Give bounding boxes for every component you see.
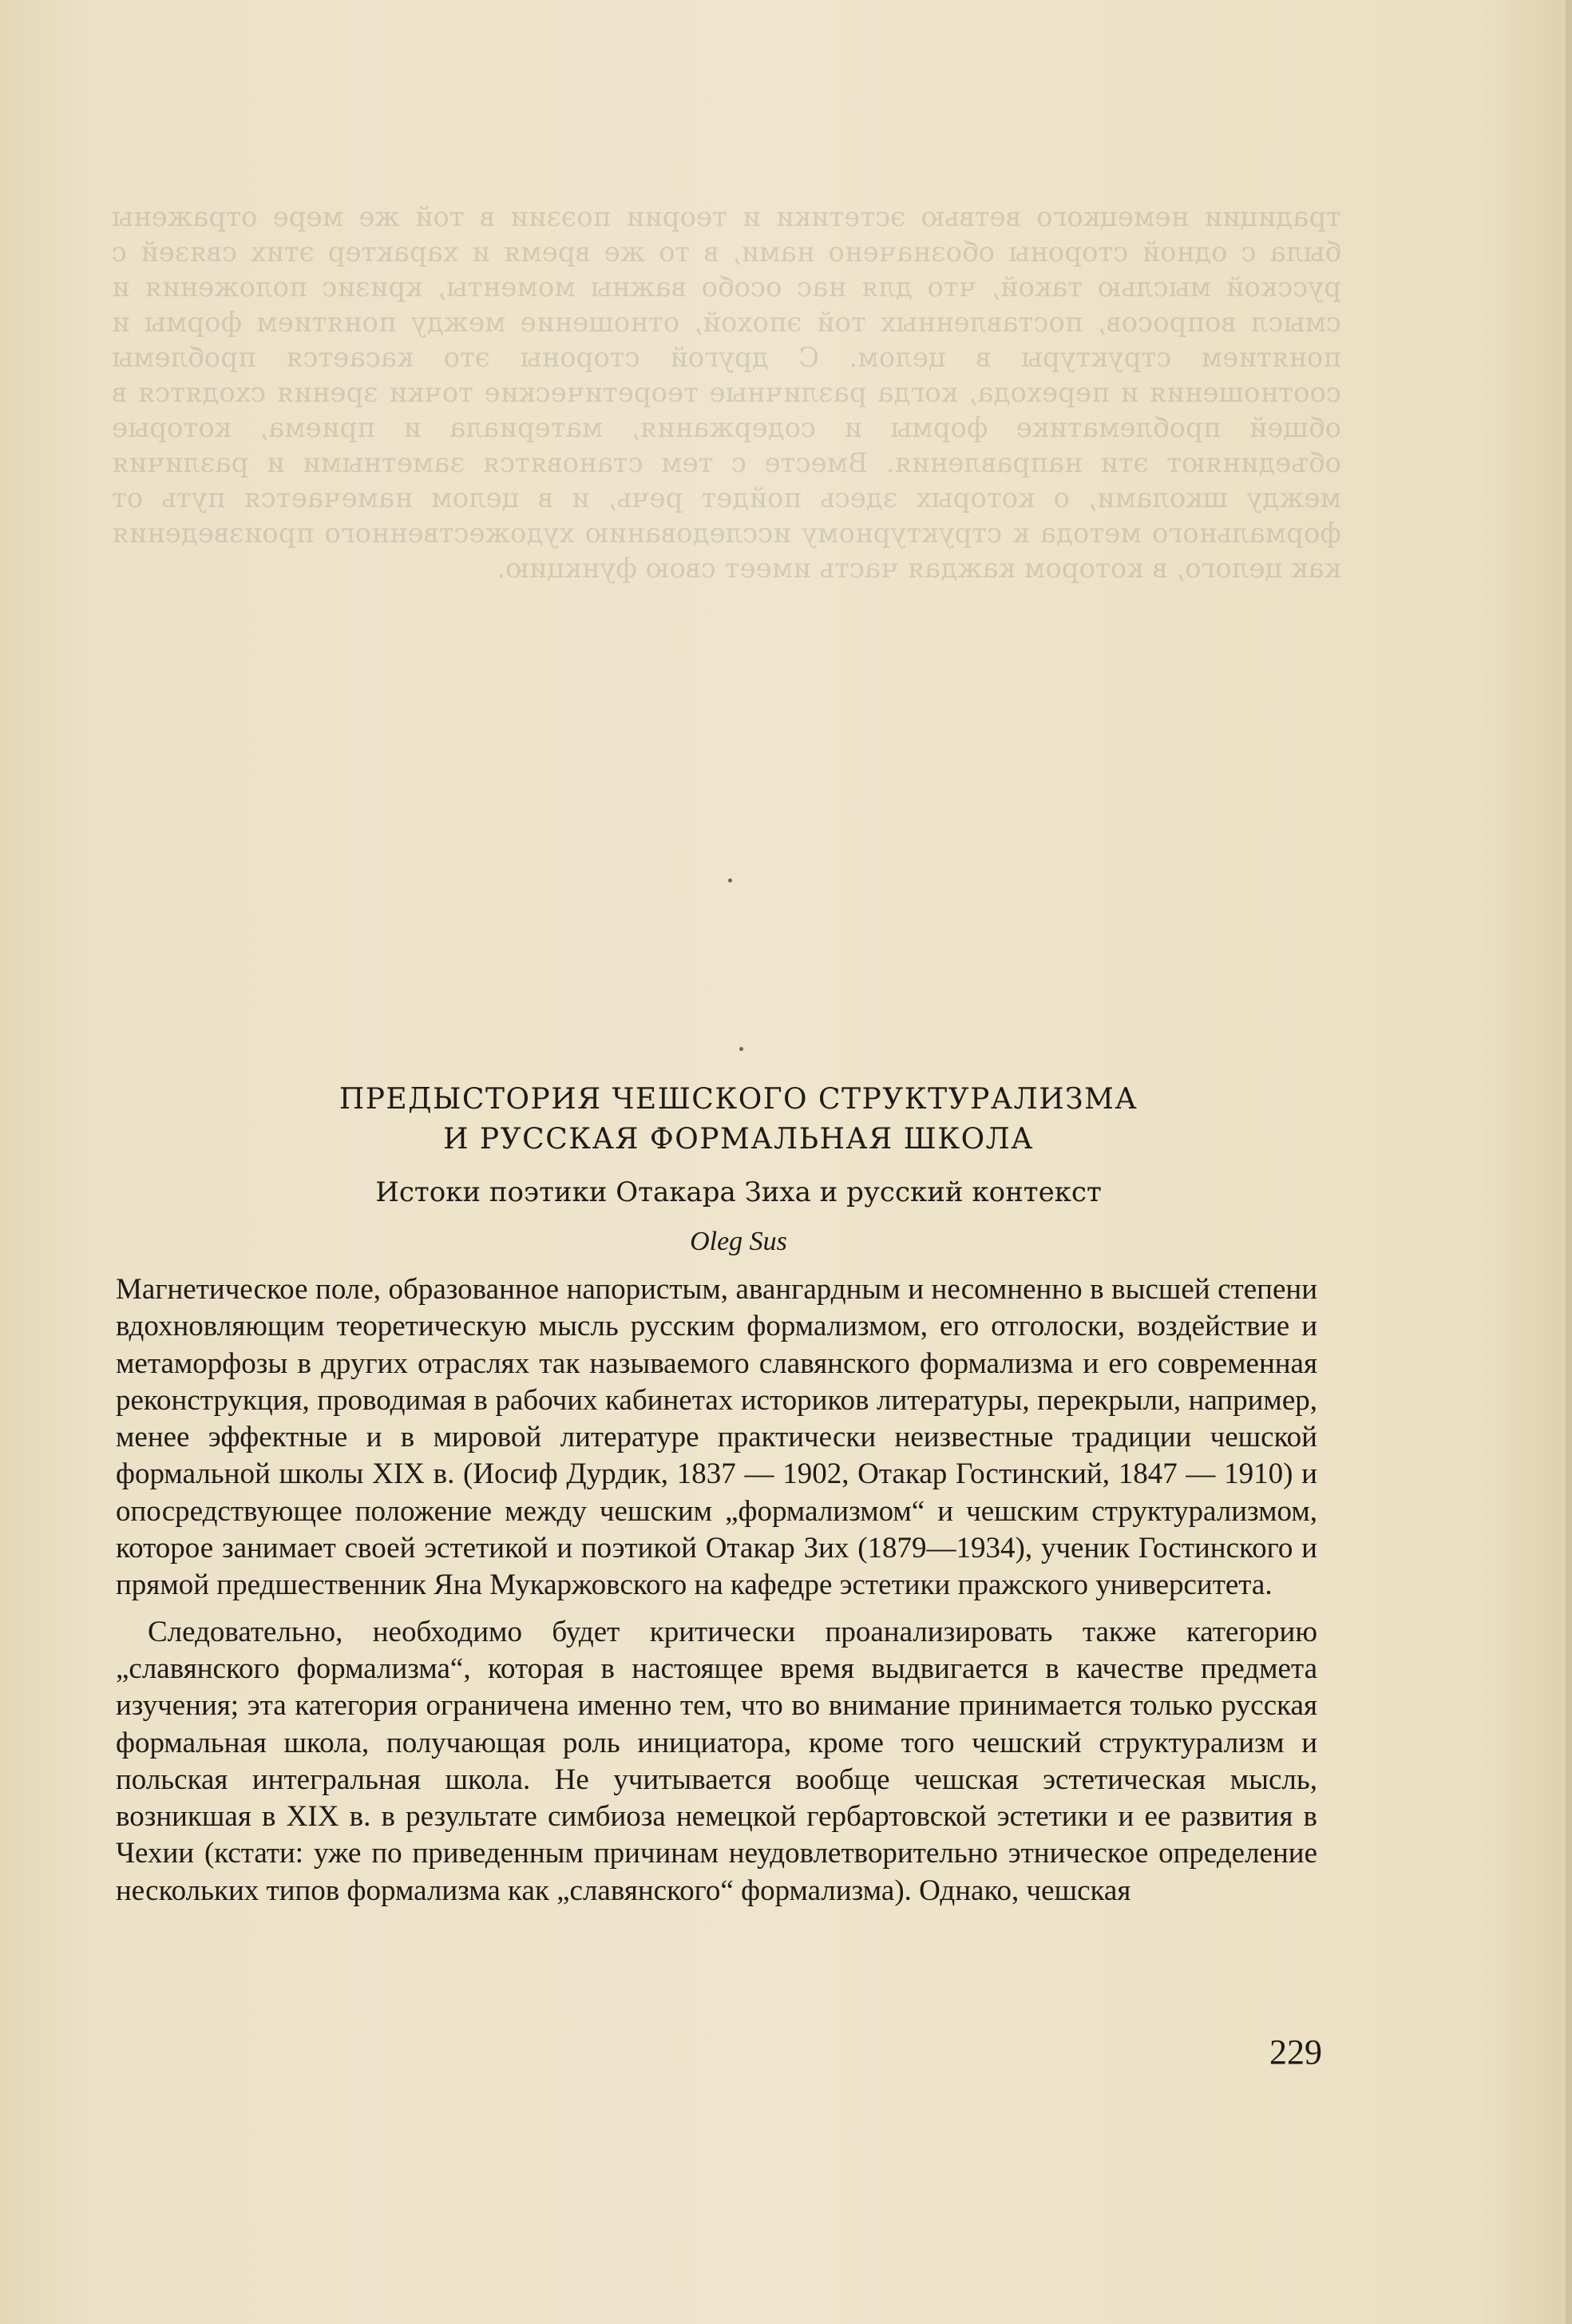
body-paragraph-1: Магнетическое поле, образованное напористым, авангардным и несомненно в высшей степени вдохновляющим теоретическую мысль русским формализмом, его отголоски, воздействие и метаморфозы в других отраслях так называемого славянского формализма и его современная реконструкция, проводимая в рабочих кабинетах историков литературы, перекрыли, например, менее эффектные и в мировой литературе практически неизвестные традиции чешской формальной школы XIX в. (Иосиф Дурдик, 1837 — 1902, Отакар Гостинский, 1847 — 1910) и опосредствующее положение между чешским „формализмом“ и чешским структурализмом, которое занимает своей эстетикой и поэтикой Отакар Зих (1879—1934), ученик Гостинского и прямой предшественник Яна Мукаржовского на кафедре эстетики пражского университета. (116, 1273, 1317, 1602)
article-title-line-2: И РУССКАЯ ФОРМАЛЬНАЯ ШКОЛА (443, 1123, 1034, 1156)
article-title-line-1: ПРЕДЫСТОРИЯ ЧЕШСКОГО СТРУКТУРАЛИЗМА (339, 1083, 1138, 1116)
article-author: Oleg Sus (690, 1227, 787, 1256)
show-through-from-reverse: традиции немецкого ветвью эстетики и теории поэзии в той же мере отражены была с одной стороны обозначено нами, в то же время и характер этих связей с русской мыслью такой, что для нас особо важны моменты, кризис положения и смысл вопросов, поставленных той эпохой, отношение между понятием формы и понятием структуры в целом. С другой стороны это касается проблемы соотношения и перехода, когда различные теоретические точки зрения сходятся в общей проблематике формы и содержания, материала и приема, которые объединяют эти направления. Вместе с тем становятся заметными и различия между школами, о которых здесь пойдет речь, и в целом намечается путь от формального метода к структурному исследованию художественного произведения как целого, в котором каждая часть имеет свою функцию. (112, 201, 1341, 585)
speck (728, 878, 732, 882)
article-body (116, 1271, 1317, 1910)
page-edge (1566, 0, 1572, 2324)
article-subtitle: Истоки поэтики Отакара Зиха и русский контекст (375, 1176, 1102, 1208)
article-heading (160, 1080, 1317, 1260)
body-paragraph-2: Следовательно, необходимо будет критически проанализировать также категорию „славянского формализма“, которая в настоящее время выдвигается в качестве предмета изучения; эта категория ограничена именно тем, что во внимание принимается только русская формальная школа, получающая роль инициатора, кроме того чешский структурализм и польская интегральная школа. Не учитывается вообще чешская эстетическая мысль, возникшая в XIX в. в результате симбиоза немецкой гербартовской эстетики и ее развития в Чехии (кстати: уже по приведенным причинам неудовлетворительно этническое определение нескольких типов формализма как „славянского“ формализма). Однако, чешская (116, 1615, 1317, 1907)
page-number: 229 (1269, 2033, 1322, 2072)
speck (739, 1047, 743, 1051)
